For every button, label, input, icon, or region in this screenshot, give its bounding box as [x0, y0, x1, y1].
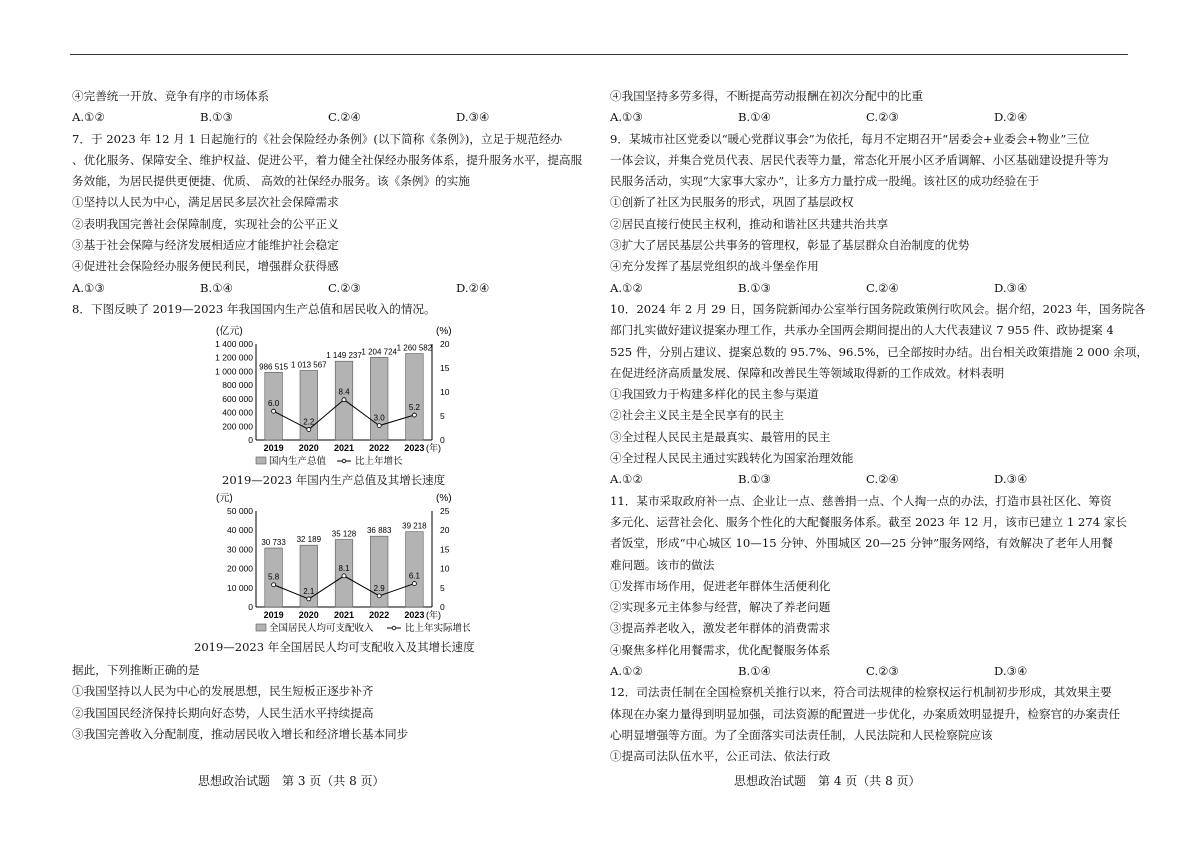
growth-point [377, 424, 381, 428]
q7-stem: 7．于 2023 年 12 月 1 日起施行的《社会保险经办条例》(以下简称《条例》)，立足于规范经办 [72, 131, 563, 146]
q11-stem: 11．某市采取政府补一点、企业让一点、慈善捐一点、个人掏一点的办法，打造市县社区化、筹资 [610, 493, 1112, 508]
q6-choice-d: D.③④ [456, 110, 490, 125]
x-tick-label: 2019 [263, 610, 284, 620]
left-tick-label: 1 200 000 [215, 352, 253, 363]
q8-question: 据此，下列推断正确的是 [72, 663, 200, 677]
right-tick-label: 25 [440, 506, 450, 516]
growth-point [342, 398, 346, 402]
right-page-footer: 思想政治试题 第 4 页（共 8 页） [734, 774, 921, 788]
q11-choices [610, 661, 1130, 682]
x-tick-label: 2023 [404, 610, 425, 620]
q8-choice-a: A.①③ [610, 110, 643, 125]
q9-stem: 民服务活动，实现“大家事大家办”，让多方力量拧成一股绳。该社区的成功经验在于 [610, 174, 1040, 189]
q11-stem: 难问题。该市的做法 [610, 557, 715, 572]
right-tick-label: 10 [440, 563, 450, 574]
q9-stem: 9．某城市社区党委以“暖心党群议事会”为依托，每月不定期召开“居委会+业委会+物业”三位 [610, 131, 1090, 146]
right-tick-label: 15 [440, 363, 450, 373]
q12-stem: 12．司法责任制在全国检察机关推行以来，符合司法规律的检察权运行机制初步形成，其效果主要 [610, 685, 1112, 700]
bar-value-label: 1 013 567 [291, 360, 327, 370]
q11-statement: ②实现多元主体参与经营，解决了养老问题 [610, 600, 831, 615]
growth-point [272, 409, 276, 413]
q7-choice-a: A.①③ [72, 280, 105, 295]
bar-value-label: 1 260 582 [396, 343, 433, 353]
right-axis-unit: (%) [436, 326, 452, 337]
q10-choice-c: C.②④ [866, 472, 899, 487]
right-tick-label: 15 [440, 544, 450, 555]
legend-bar-swatch [256, 457, 266, 464]
q9-choices [610, 278, 1130, 299]
q6-option-4: ④完善统一开放、竞争有序的市场体系 [72, 89, 270, 103]
growth-point [272, 583, 276, 587]
q7-choice-d: D.②④ [456, 280, 490, 295]
growth-point [377, 594, 381, 598]
bar [335, 540, 353, 607]
bar-value-label: 986 515 [259, 362, 289, 372]
q7-choice-b: B.①④ [200, 280, 233, 295]
q11-statement: ③提高养老收入，激发老年群体的消费需求 [610, 621, 831, 636]
bar-value-label: 39 218 [402, 521, 427, 531]
x-tick-label: 2021 [333, 443, 355, 453]
q7-statement: ②表明我国完善社会保障制度，实现社会的公平正义 [72, 216, 339, 231]
left-tick-label: 0 [248, 435, 253, 445]
x-axis-unit: (年) [426, 443, 441, 453]
q10-statement: ①我国致力于构建多样化的民主参与渠道 [610, 387, 819, 402]
left-tick-label: 50 000 [227, 506, 253, 516]
q12-stem: 体现在办案力量得到明显加强，司法资源的配置进一步优化，办案质效明显提升，检察官的办案责任 [610, 706, 1121, 721]
q10-stem: 525 件，分别占建议、提案总数的 95.7%、96.5%，已全部按时办结。出台相关政策措施 2 000 余项， [610, 344, 1148, 359]
q7-stem: 、优化服务、保障安全、维护权益、促进公平，着力健全社保经办服务体系，提升服务水平，提高服 [72, 152, 583, 167]
x-tick-label: 2020 [298, 443, 319, 453]
right-tick-label: 5 [440, 411, 445, 421]
left-tick-label: 400 000 [222, 407, 253, 418]
left-tick-label: 600 000 [222, 393, 253, 404]
q9-statement: ②居民直接行使民主权利，推动和谐社区共建共治共享 [610, 216, 889, 231]
q8-choice-c: C.②③ [866, 110, 899, 125]
left-page-footer: 思想政治试题 第 3 页（共 8 页） [198, 774, 385, 788]
right-tick-label: 10 [440, 387, 450, 397]
q8-statement: ④我国坚持多劳多得，不断提高劳动报酬在初次分配中的比重 [610, 89, 924, 103]
x-tick-label: 2021 [333, 610, 355, 620]
q9-statement: ③扩大了居民基层公共事务的管理权，彰显了基层群众自治制度的优势 [610, 238, 970, 253]
q12-statement: ①提高司法队伍水平，公正司法、依法行政 [610, 749, 831, 764]
bar-value-label: 36 883 [366, 526, 392, 536]
left-axis-unit: (元) [216, 493, 233, 504]
growth-value-label: 6.0 [268, 399, 280, 409]
left-column [72, 86, 584, 320]
q11-choice-c: C.②③ [866, 664, 899, 679]
bar [406, 354, 424, 440]
q10-statement: ②社会主义民主是全民享有的民主 [610, 408, 784, 423]
q10-stem: 10．2024 年 2 月 29 日，国务院新闻办公室举行国务院政策例行吹风会。据介绍，2023 年，国务院各 [610, 301, 1146, 316]
legend-bar-label: 国内生产总值 [269, 456, 327, 467]
q7-stem: 务效能，为居民提供更便捷、优质、 高效的社保经办服务。该《条例》的实施 [72, 174, 470, 189]
q9-stem: 一体会议，并集合党员代表、居民代表等力量，常态化开展小区矛盾调解、小区基础建设提升等为 [610, 152, 1109, 167]
growth-value-label: 2.1 [303, 586, 315, 596]
q8-choice-d: D.②④ [994, 110, 1028, 125]
q7-choice-c: C.②③ [328, 280, 361, 295]
q10-statement: ③全过程人民民主是最真实、最管用的民主 [610, 429, 831, 444]
left-tick-label: 0 [248, 602, 253, 612]
q8-statement: ①我国坚持以人民为中心的发展思想，民生短板正逐步补齐 [72, 684, 374, 699]
growth-value-label: 2.9 [373, 583, 385, 593]
left-tick-label: 10 000 [227, 582, 253, 593]
bar-value-label: 35 128 [331, 529, 357, 539]
header-rule [70, 54, 1128, 55]
q10-statement: ④全过程人民民主通过实践转化为国家治理效能 [610, 451, 854, 466]
bar-value-label: 1 204 724 [361, 347, 397, 357]
left-tick-label: 1 400 000 [215, 339, 253, 349]
left-tick-label: 1 000 000 [215, 366, 253, 377]
legend-line-label: 比上年增长 [355, 456, 403, 467]
chart-svg [200, 489, 470, 639]
growth-point [307, 597, 311, 601]
x-tick-label: 2022 [369, 610, 390, 620]
growth-value-label: 3.0 [373, 413, 385, 423]
q6-choices [72, 107, 584, 128]
bar-value-label: 1 149 237 [326, 351, 362, 361]
growth-point [412, 582, 416, 586]
q10-stem: 在促进经济高质量发展、保障和改善民生等领域取得新的工作成效。材料表明 [610, 365, 1005, 380]
q11-choice-d: D.③④ [994, 664, 1028, 679]
gdp-chart-title: 2019—2023 年国内生产总值及其增长速度 [222, 473, 446, 487]
q12-stem: 心明显增强等方面。为了全面落实司法责任制，人民法院和人民检察院应该 [610, 727, 993, 742]
right-axis-unit: (%) [436, 493, 452, 504]
right-tick-label: 5 [440, 582, 445, 593]
income-chart-title: 2019—2023 年全国居民人均可支配收入及其增长速度 [194, 640, 475, 654]
growth-value-label: 8.4 [338, 387, 350, 397]
q7-statement: ③基于社会保障与经济发展相适应才能维护社会稳定 [72, 238, 339, 253]
right-tick-label: 20 [440, 339, 450, 349]
legend-line-marker [392, 626, 396, 630]
q11-statement: ①发挥市场作用，促进老年群体生活便利化 [610, 578, 831, 593]
q11-statement: ④聚焦多样化用餐需求，优化配餐服务体系 [610, 642, 831, 657]
q6-choice-b: B.①③ [200, 110, 233, 125]
q10-choice-b: B.①③ [738, 472, 771, 487]
chart-svg [200, 322, 470, 472]
growth-value-label: 5.8 [268, 572, 280, 582]
x-tick-label: 2022 [369, 443, 390, 453]
bar-value-label: 32 189 [296, 535, 322, 545]
q9-choice-c: C.②④ [866, 280, 899, 295]
left-tick-label: 40 000 [227, 525, 253, 536]
left-tick-label: 30 000 [227, 544, 253, 555]
legend-line-marker [342, 459, 346, 463]
q10-stem: 部门扎实做好建议提案办理工作，共承办全国两会期间提出的人大代表建议 7 955 件、政协提案 4 [610, 323, 1114, 338]
left-axis-unit: (亿元) [216, 326, 243, 337]
right-tick-label: 0 [440, 435, 445, 445]
q8-choice-b: B.①④ [738, 110, 771, 125]
growth-point [307, 427, 311, 431]
q7-choices [72, 278, 584, 299]
growth-value-label: 2.2 [303, 417, 315, 427]
x-tick-label: 2023 [404, 443, 425, 453]
growth-value-label: 8.1 [338, 563, 350, 573]
right-tick-label: 0 [440, 602, 445, 612]
x-tick-label: 2020 [298, 610, 319, 620]
q7-statement: ①坚持以人民为中心，满足居民多层次社会保障需求 [72, 195, 339, 210]
bar-value-label: 30 733 [261, 537, 286, 547]
q9-statement: ①创新了社区为民服务的形式，巩固了基层政权 [610, 195, 854, 210]
q11-stem: 多元化、运营社会化、服务个性化的大配餐服务体系。截至 2023 年 12 月，该市已建立 1 274 家长 [610, 514, 1127, 529]
left-tick-label: 200 000 [222, 421, 253, 432]
q11-choice-b: B.①④ [738, 664, 771, 679]
legend-line-label: 比上年实际增长 [405, 623, 470, 634]
q8-choices [610, 107, 1130, 128]
right-column [610, 86, 1148, 768]
growth-value-label: 5.2 [408, 403, 420, 413]
q7-statement: ④促进社会保险经办服务便民利民，增强群众获得感 [72, 259, 339, 274]
left-tick-label: 800 000 [222, 380, 253, 391]
q8-statement: ③我国完善收入分配制度，推动居民收入增长和经济增长基本同步 [72, 726, 409, 741]
q9-statement: ④充分发挥了基层党组织的战斗堡垒作用 [610, 259, 819, 274]
q11-choice-a: A.①② [610, 664, 643, 679]
q8-statement: ②我国国民经济保持长期向好态势，人民生活水平持续提高 [72, 705, 374, 720]
q10-choices [610, 469, 1130, 490]
q9-choice-b: B.①③ [738, 280, 771, 295]
q6-choice-c: C.②④ [328, 110, 361, 125]
q9-choice-d: D.③④ [994, 280, 1028, 295]
growth-point [412, 413, 416, 417]
x-tick-label: 2019 [263, 443, 284, 453]
growth-value-label: 6.1 [408, 571, 420, 581]
left-tick-label: 20 000 [227, 563, 253, 574]
q11-stem: 者饭堂，形成“中心城区 10—15 分钟、外围城区 20—25 分钟”服务网络，有效解决了老年人用餐 [610, 536, 1113, 551]
q10-choice-d: D.③④ [994, 472, 1028, 487]
income-chart [200, 489, 470, 639]
q6-choice-a: A.①② [72, 110, 105, 125]
bar [406, 532, 424, 607]
gdp-chart [200, 322, 470, 472]
left-column-lower [72, 660, 584, 745]
q9-choice-a: A.①② [610, 280, 643, 295]
legend-bar-label: 全国居民人均可支配收入 [269, 623, 374, 634]
right-tick-label: 20 [440, 525, 450, 536]
x-axis-unit: (年) [426, 610, 441, 620]
legend-bar-swatch [256, 624, 266, 631]
q8-stem: 8．下图反映了 2019—2023 年我国国内生产总值和居民收入的情况。 [72, 301, 436, 316]
growth-point [342, 574, 346, 578]
q10-choice-a: A.①② [610, 472, 643, 487]
